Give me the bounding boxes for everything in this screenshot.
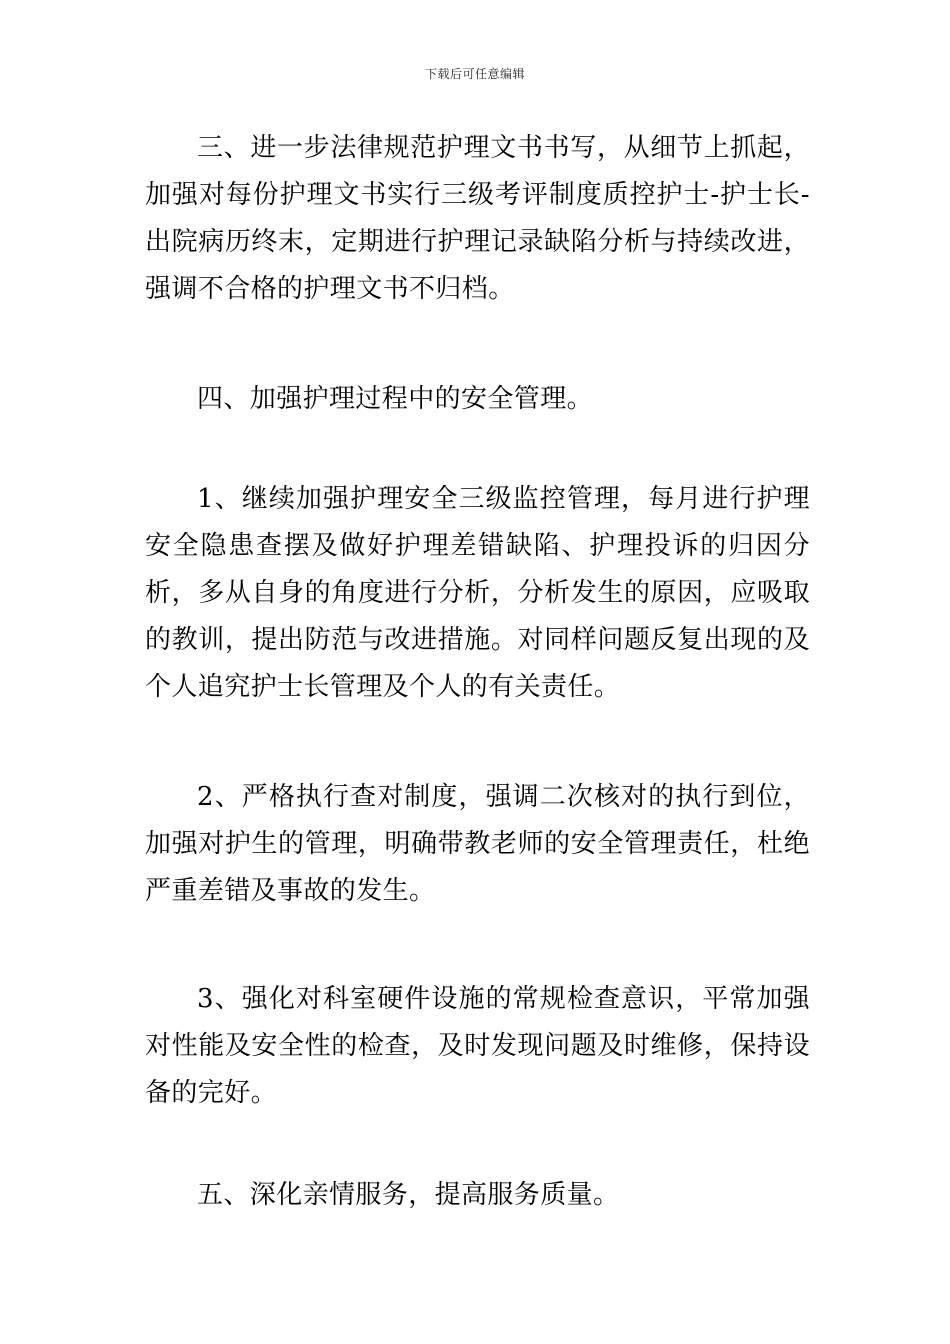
paragraph-item-1: 1、继续加强护理安全三级监控管理，每月进行护理安全隐患查摆及做好护理差错缺陷、护理投诉的归因分析，多从自身的角度进行分析，分析发生的原因，应吸取的教训，提出防范与改进措施。对同样问题反复出现的及个人追究护士长管理及个人的有关责任。 <box>145 484 810 702</box>
paragraph-section-5-heading: 五、深化亲情服务，提高服务质量。 <box>197 1180 620 1210</box>
page-header: 下载后可任意编辑 <box>424 67 525 81</box>
paragraph-item-2: 2、严格执行查对制度，强调二次核对的执行到位，加强对护生的管理，明确带教老师的安全管理责任，杜绝严重差错及事故的发生。 <box>145 782 810 906</box>
paragraph-section-4-heading: 四、加强护理过程中的安全管理。 <box>197 384 594 414</box>
paragraph-section-3: 三、进一步法律规范护理文书书写，从细节上抓起，加强对每份护理文书实行三级考评制度质控护士-护士长-出院病历终末，定期进行护理记录缺陷分析与持续改进，强调不合格的护理文书不归档。 <box>145 133 810 304</box>
paragraph-item-3: 3、强化对科室硬件设施的常规检查意识，平常加强对性能及安全性的检查，及时发现问题及时维修，保持设备的完好。 <box>145 984 810 1108</box>
